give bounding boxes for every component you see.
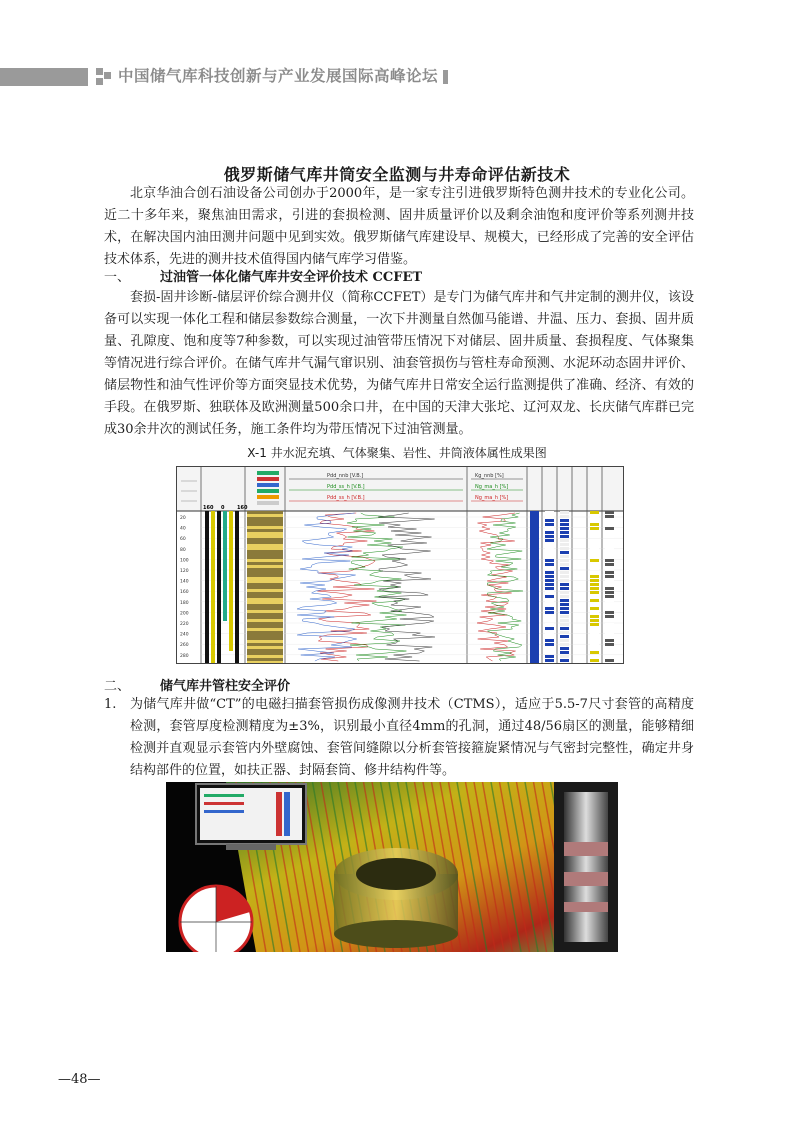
section-2-number: 二、: [104, 679, 131, 694]
header-gray-bar: [0, 68, 88, 86]
right-header: Kg_nnb [%]: [475, 473, 504, 479]
page-number: [58, 1072, 101, 1087]
right-header: Ng_ma_h [%]: [475, 495, 509, 501]
scale-label: 0: [221, 505, 225, 511]
ctms-collage-graphic: [166, 782, 618, 952]
depth-label: 280: [180, 653, 189, 659]
depth-label: 180: [180, 600, 189, 606]
depth-label: 160: [180, 590, 189, 596]
page-number-value: 48: [71, 1072, 88, 1087]
intro-paragraph: [104, 183, 694, 271]
header-end-mark: [443, 70, 448, 84]
depth-label: 120: [180, 569, 189, 574]
depth-label: 220: [180, 622, 189, 627]
list-item-number: 1.: [104, 697, 117, 712]
running-header-title: 中国储气库科技创新与产业发展国际高峰论坛: [118, 67, 439, 85]
curve-header: Pdd_nnb [V.B.]: [327, 473, 364, 479]
intro-text: 北京华油合创石油设备公司创办于2000年，是一家专注引进俄罗斯特色测井技术的专业化公司。近二十多年来，聚焦油田需求，引进的套损检测、固井质量评价以及剩余油饱和度评价等系列测井技术，在解决国内油田测井问题中见到实效。俄罗斯储气库建设早、规模大，已经形成了完善的安全评估技术体系，先进的测井技术值得国内储气库学习借鉴。: [104, 186, 694, 267]
header-logo-icon: [96, 66, 112, 86]
figure-caption: X-1 井水泥充填、气体聚集、岩性、井筒液体属性成果图: [247, 446, 547, 460]
depth-label: 140: [180, 579, 189, 585]
depth-label: 20: [180, 516, 186, 521]
depth-label: 200: [180, 611, 189, 617]
list-item: [104, 694, 694, 782]
section-1-paragraph: [104, 287, 694, 441]
depth-label: 100: [180, 558, 189, 564]
section-2-heading: [104, 675, 290, 694]
scale-label: 160: [203, 505, 214, 511]
page-number-dash-right: —: [87, 1072, 101, 1087]
well-log-figure: [176, 466, 624, 664]
depth-label: 40: [180, 526, 186, 532]
ctms-imaging-photo: [166, 782, 618, 952]
curve-header: Pdd_ss_h [V.B.]: [327, 484, 365, 490]
scale-label: 160: [237, 505, 248, 511]
section-1-body: 套损-固井诊断-储层评价综合测井仪（简称CCFET）是专门为储气库井和气井定制的测井仪，该设备可以实现一体化工程和储层参数综合测量，一次下井测量自然伽马能谱、井温、压力、套损、固井质量、孔隙度、饱和度等7种参数，可以实现过油管带压情况下对储层、固井质量、套损程度、气体聚集等情况进行综合评价。在储气库井气漏气窜识别、油套管损伤与管柱寿命预测、水泥环动态固井评价、储层物性和油气性评价等方面突显技术优势，为储气库井日常安全运行监测提供了准确、经济、有效的手段。在俄罗斯、独联体及欧洲测量500余口井，在中国的天津大张坨、辽河双龙、长庆储气库群已完成30余井次的测试任务，施工条件均为带压情况下过油管测量。: [104, 290, 694, 437]
depth-label: 80: [180, 547, 186, 553]
depth-label: 240: [180, 632, 189, 638]
depth-label: 60: [180, 537, 186, 543]
right-header: Ng_ma_h [%]: [475, 484, 509, 490]
list-item-text: 为储气库井做“CT”的电磁扫描套管损伤成像测井技术（CTMS），适应于5.5-7尺寸套管的高精度检测，套管厚度检测精度为±3%，识别最小直径4mm的孔洞，通过48/56扇区的测量，能够精细检测并直观显示套管内外壁腐蚀、套管间缝隙以分析套管接箍旋紧情况与气密封完整性，确定井身结构部件的位置，如扶正器、封隔套筒、修井结构件等。: [130, 697, 694, 778]
curve-header: Pdd_ss_h [V.B.]: [327, 495, 365, 501]
article-title: 俄罗斯储气库井筒安全监测与井寿命评估新技术: [223, 165, 571, 184]
section-1-heading: [104, 266, 422, 285]
section-1-title: 过油管一体化储气库井安全评价技术 CCFET: [160, 270, 423, 285]
section-2-title: 储气库井管柱安全评价: [160, 679, 291, 694]
page-number-dash-left: —: [58, 1072, 71, 1087]
section-1-number: 一、: [104, 270, 131, 285]
depth-label: 260: [180, 643, 189, 649]
well-log-chart: [177, 467, 623, 663]
